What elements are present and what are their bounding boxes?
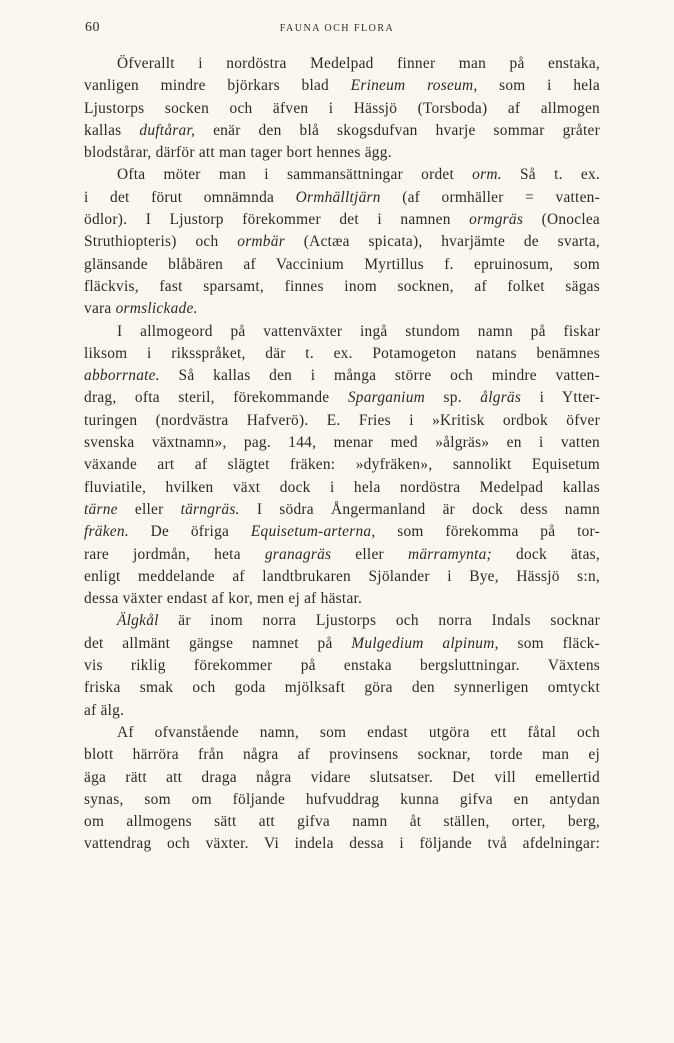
text-line [84,164,600,186]
text-line [84,187,600,209]
text-run: Af ofvanstående namn, som endast utgöra ett fåtal och [117,723,600,741]
italic-term: abborrnate. [84,367,160,385]
italic-term: Equisetum-arterna, [250,523,376,541]
page-number: 60 [85,20,100,35]
text-run: I södra Ångermanland är dock dess namn [239,500,600,518]
text-run: vattendrag och växter. Vi indela dessa i följande två afdelningar: [84,835,600,853]
text-run: Öfverallt i nordöstra Medelpad finner man på enstaka, [117,55,600,72]
text-line [84,610,600,632]
text-line [84,298,600,320]
text-line [84,343,600,365]
text-run: som fläck- [498,634,600,652]
text-line [84,276,600,298]
text-run: Ljustorps socken och äfven i Hässjö (Torsboda) af allmogen [84,99,600,117]
text-line [84,811,600,833]
italic-term: granagräs [264,545,332,563]
text-line [84,677,600,699]
text-run: äga rätt att draga några vidare slutsatser. Det vill emellertid [84,768,600,786]
text-run: fläckvis, fast sparsamt, finnes inom socknen, af folket sägas [84,277,600,295]
text-line [84,789,600,811]
text-run: som förekomma på tor- [375,523,600,541]
text-line [84,142,600,164]
text-run: är inom norra Ljustorps och norra Indals socknar [158,612,600,630]
text-run: som i hela [477,77,600,95]
text-run: rare jordmån, heta [84,545,265,563]
text-line [84,566,600,588]
text-run: enär den blå skogsdufvan hvarje sommar gråter [195,121,600,139]
text-line [84,655,600,677]
italic-term: ormbär [237,233,285,251]
text-line [84,432,600,454]
text-line [84,321,600,343]
text-run: dessa växter endast af kor, men ej af hästar. [84,590,363,608]
text-run: liksom i riksspråket, där t. ex. Potamogeton natans benämnes [84,344,600,362]
text-line [84,209,600,231]
italic-term: orm. [472,166,502,184]
text-line [84,365,600,387]
text-run: (af ormhäller = vatten- [380,188,600,206]
text-run: vara [84,300,116,318]
italic-term: Mulgedium alpinum, [351,634,499,652]
text-run: synas, som om följande hufvuddrag kunna gifva en antydan [84,790,600,808]
text-line [84,521,600,543]
text-run: eller [117,500,181,518]
text-run: De öfriga [128,523,251,541]
italic-term: tärne [84,500,118,518]
text-line [84,588,600,610]
text-line [84,120,600,142]
italic-term: tärngräs. [180,500,240,518]
text-run: turingen (nordvästra Hafverö). E. Fries i »Kritisk ordbok öfver [84,411,600,429]
text-run: glänsande blåbären af Vaccinium Myrtillus f. epruinosum, som [84,255,600,273]
italic-term: Sparganium [347,389,426,407]
text-run: enligt meddelande af landtbrukaren Sjölander i Bye, Hässjö s:n, [84,567,600,585]
text-run: I allmogeord på vattenväxter ingå stundom namn på fiskar [117,322,600,340]
text-run: Struthiopteris) och [84,233,238,251]
italic-term: ormgräs [469,211,524,229]
text-run: (Onoclea [523,211,601,229]
italic-term: ålgräs [480,389,522,407]
text-run: vis riklig förekommer på enstaka bergsluttningar. Växtens [84,657,600,675]
text-run: Ofta möter man i sammansättningar ordet [117,166,473,184]
text-line [84,231,600,253]
italic-term: ormslickade. [115,300,198,318]
text-line [84,254,600,276]
text-run: vanligen mindre björkars blad [84,77,351,95]
text-line [84,98,600,120]
text-line [84,544,600,566]
text-line [84,833,600,855]
text-line [84,477,600,499]
text-run: dock ätas, [491,545,600,563]
text-line [84,633,600,655]
text-run: blott härröra från några af provinsens socknar, torde man ej [84,746,600,764]
body-text [84,53,600,856]
text-run: i det förut omnämnda [84,188,296,206]
italic-term: Älgkål [117,612,159,630]
italic-term: märramynta; [407,545,492,563]
text-line [84,700,600,722]
italic-term: fräken. [84,523,129,541]
text-run: friska smak och goda mjölksaft göra den synnerligen omtyckt [84,679,600,697]
text-run: om allmogens sätt att gifva namn åt ställen, orter, berg, [84,813,600,831]
text-line [84,499,600,521]
text-run: eller [331,545,408,563]
text-line [84,75,600,97]
text-line [84,410,600,432]
text-run: växande art af slägtet fräken: »dyfräken», sannolikt Equisetum [84,456,600,474]
text-run: Så kallas den i många större och mindre vatten- [159,367,600,385]
text-line [84,722,600,744]
italic-term: Erineum roseum, [350,77,478,95]
text-run: ödlor). I Ljustorp förekommer det i namnen [84,211,470,229]
text-run: (Actæa spicata), hvarjämte de svarta, [284,233,600,251]
text-run: i Ytter- [521,389,600,407]
text-line [84,53,600,75]
text-line [84,767,600,789]
text-line [84,454,600,476]
text-run: det allmänt gängse namnet på [84,634,352,652]
text-run: fluviatile, hvilken växt dock i hela nordöstra Medelpad kallas [84,478,600,496]
running-title: FAUNA OCH FLORA [279,23,395,34]
text-line [84,744,600,766]
text-run: blodstårar, därför att man tager bort hennes ägg. [84,144,392,162]
italic-term: Ormhälltjärn [295,188,381,206]
text-line [84,387,600,409]
text-run: kallas [84,121,140,139]
text-run: svenska växtnamn», pag. 144, menar med »ålgräs» en i vatten [84,434,600,452]
text-run: Så t. ex. [501,166,600,184]
text-run: sp. [425,389,481,407]
italic-term: duftårar, [139,121,196,139]
text-run: drag, ofta steril, förekommande [84,389,348,407]
text-run: af älg. [84,701,125,719]
